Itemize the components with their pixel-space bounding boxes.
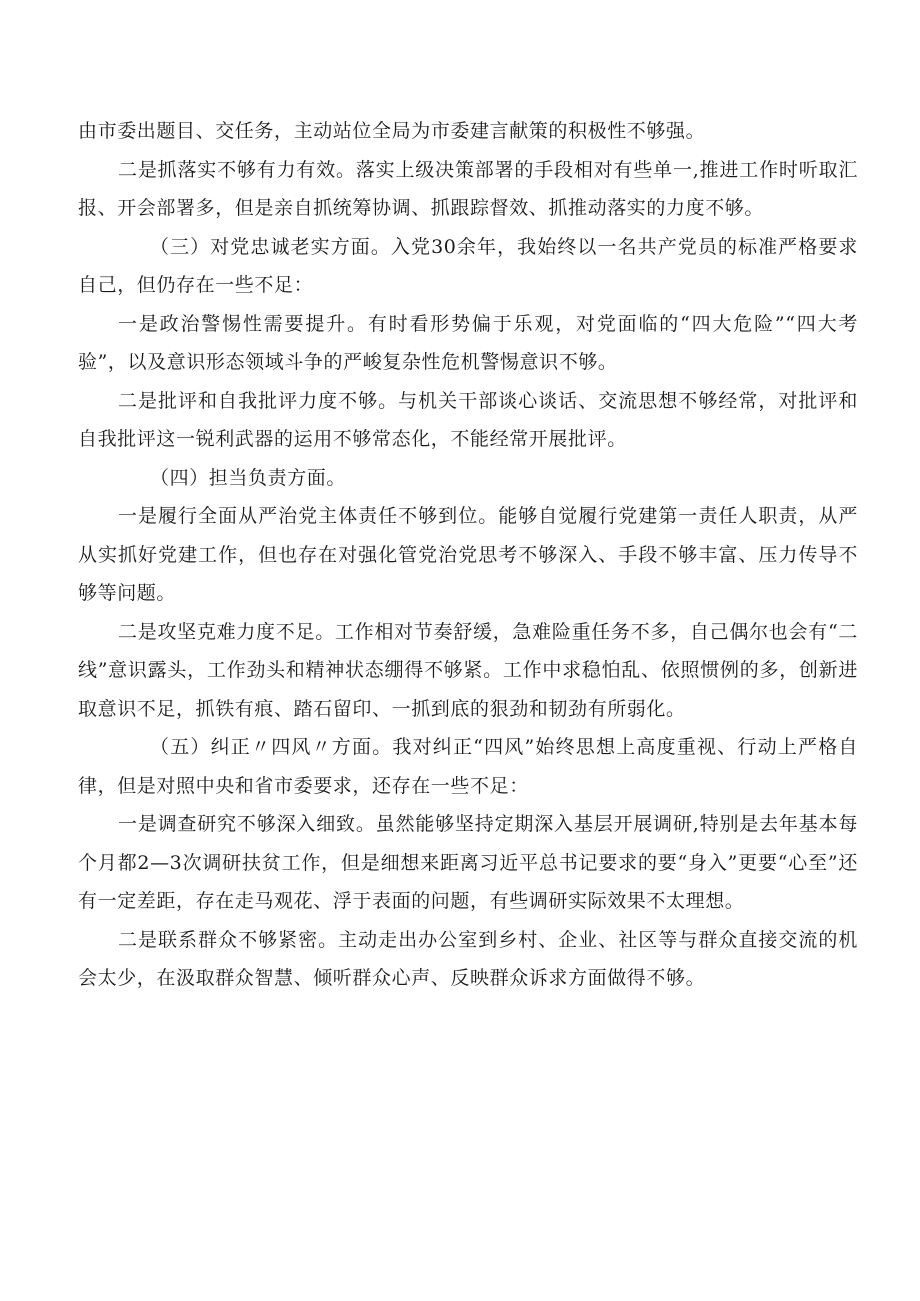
paragraph-1: 由市委出题目、交任务，主动站位全局为市委建言献策的积极性不够强。 [78,120,706,142]
paragraph-8: 二是攻坚克难力度不足。工作相对节奏舒缓，急难险重任务不多，自己偶尔也会有“二线”意识露头，工作劲头和精神状态绷得不够紧。工作中求稳怕乱、依照惯例的多，创新进取意识不足，抓铁有痕、踏石留印、一抓到底的狠劲和韧劲有所弱化。 [78,620,858,720]
paragraph-7: 一是履行全面从严治党主体责任不够到位。能够自觉履行党建第一责任人职责，从严从实抓好党建工作，但也存在对强化管党治党思考不够深入、手段不够丰富、压力传导不够等问题。 [78,505,858,604]
section-heading-3: （三）对党忠诚老实方面。入党30余年，我始终以一名共产党员的标准严格要求自己，但仍存在一些不足： [78,235,858,296]
section-heading-5: （五）纠正〃四风〃方面。我对纠正“四风”始终思想上高度重视、行动上严格自律，但是对照中央和省市委要求，还存在一些不足： [78,736,858,797]
paragraph-2: 二是抓落实不够有力有效。落实上级决策部署的手段相对有些单一,推进工作时听取汇报、开会部署多，但是亲自抓统筹协调、抓跟踪督效、抓推动落实的力度不够。 [78,158,858,219]
section-heading-4: （四）担当负责方面。 [150,466,347,489]
paragraph-5: 二是批评和自我批评力度不够。与机关干部谈心谈话、交流思想不够经常，对批评和自我批评这一锐利武器的运用不够常态化，不能经常开展批评。 [78,389,858,450]
paragraph-10: 一是调查研究不够深入细致。虽然能够坚持定期深入基层开展调研,特别是去年基本每个月都2—3次调研扶贫工作，但是细想来距离习近平总书记要求的要“身入”更要“心至”还有一定差距，存在走马观花、浮于表面的问题，有些调研实际效果不太理想。 [78,813,858,912]
paragraph-4: 一是政治警惕性需要提升。有时看形势偏于乐观，对党面临的“四大危险”“四大考验”，以及意识形态领域斗争的严峻复杂性危机警惕意识不够。 [78,312,858,373]
paragraph-11: 二是联系群众不够紧密。主动走出办公室到乡村、企业、社区等与群众直接交流的机会太少，在汲取群众智慧、倾听群众心声、反映群众诉求方面做得不够。 [78,928,858,989]
document-page [78,112,858,998]
